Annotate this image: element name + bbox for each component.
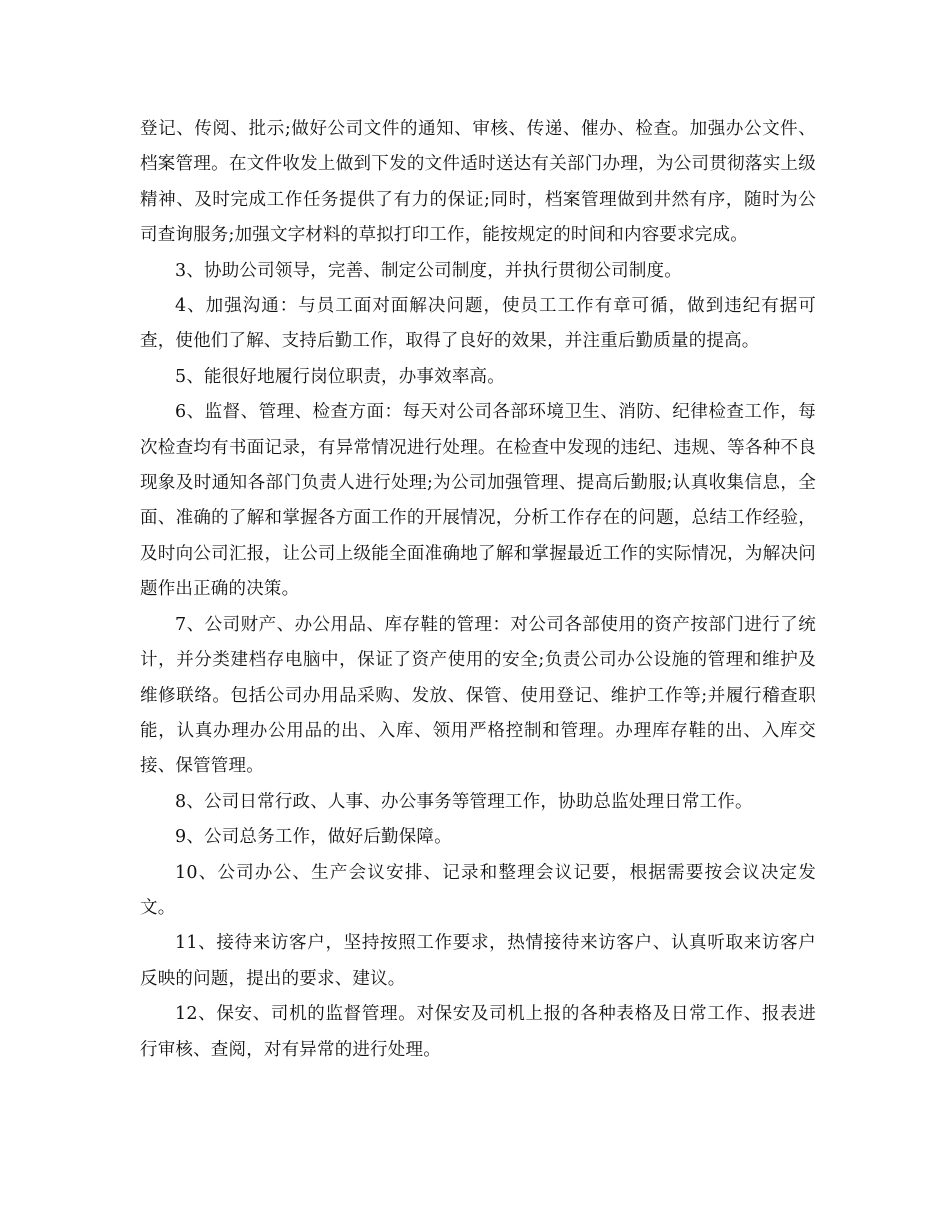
paragraph-item-3: 3、协助公司领导，完善、制定公司制度，并执行贯彻公司制度。	[175, 260, 682, 281]
paragraph-item-8: 8、公司日常行政、人事、办公事务等管理工作，协助总监处理日常工作。	[175, 791, 753, 812]
document-body	[140, 112, 816, 1068]
paragraph-item-9: 9、公司总务工作，做好后勤保障。	[175, 827, 452, 848]
paragraph-item-6: 6、监督、管理、检查方面：每天对公司各部环境卫生、消防、纪律检查工作，每次检查均有书面记录，有异常情况进行处理。在检查中发现的违纪、违规、等各种不良现象及时通知各部门负责人进行处理;为公司加强管理、提高后勤服;认真收集信息，全面、准确的了解和掌握各方面工作的开展情况，分析工作存在的问题，总结工作经验，及时向公司汇报，让公司上级能全面准确地了解和掌握最近工作的实际情况，为解决问题作出正确的决策。	[140, 402, 816, 600]
paragraph-continuation: 登记、传阅、批示;做好公司文件的通知、审核、传递、催办、检查。加强办公文件、档案管理。在文件收发上做到下发的文件适时送达有关部门办理，为公司贯彻落实上级精神、及时完成工作任务提供了有力的保证;同时，档案管理做到井然有序，随时为公司查询服务;加强文字材料的草拟打印工作，能按规定的时间和内容要求完成。	[140, 119, 816, 246]
paragraph-item-11: 11、接待来访客户，坚持按照工作要求，热情接待来访客户、认真听取来访客户反映的问题，提出的要求、建议。	[140, 933, 816, 989]
paragraph-item-12: 12、保安、司机的监督管理。对保安及司机上报的各种表格及日常工作、报表进行审核、查阅，对有异常的进行处理。	[140, 1004, 816, 1060]
paragraph-item-4: 4、加强沟通：与员工面对面解决问题，使员工工作有章可循，做到违纪有据可查，使他们了解、支持后勤工作，取得了良好的效果，并注重后勤质量的提高。	[140, 296, 816, 352]
paragraph-item-10: 10、公司办公、生产会议安排、记录和整理会议记要，根据需要按会议决定发文。	[140, 862, 816, 918]
paragraph-item-7: 7、公司财产、办公用品、库存鞋的管理：对公司各部使用的资产按部门进行了统计，并分类建档存电脑中，保证了资产使用的安全;负责公司办公设施的管理和维护及维修联络。包括公司办用品采购、发放、保管、使用登记、维护工作等;并履行稽查职能，认真办理办公用品的出、入库、领用严格控制和管理。办理库存鞋的出、入库交接、保管管理。	[140, 614, 816, 777]
paragraph-item-5: 5、能很好地履行岗位职责，办事效率高。	[175, 366, 505, 387]
